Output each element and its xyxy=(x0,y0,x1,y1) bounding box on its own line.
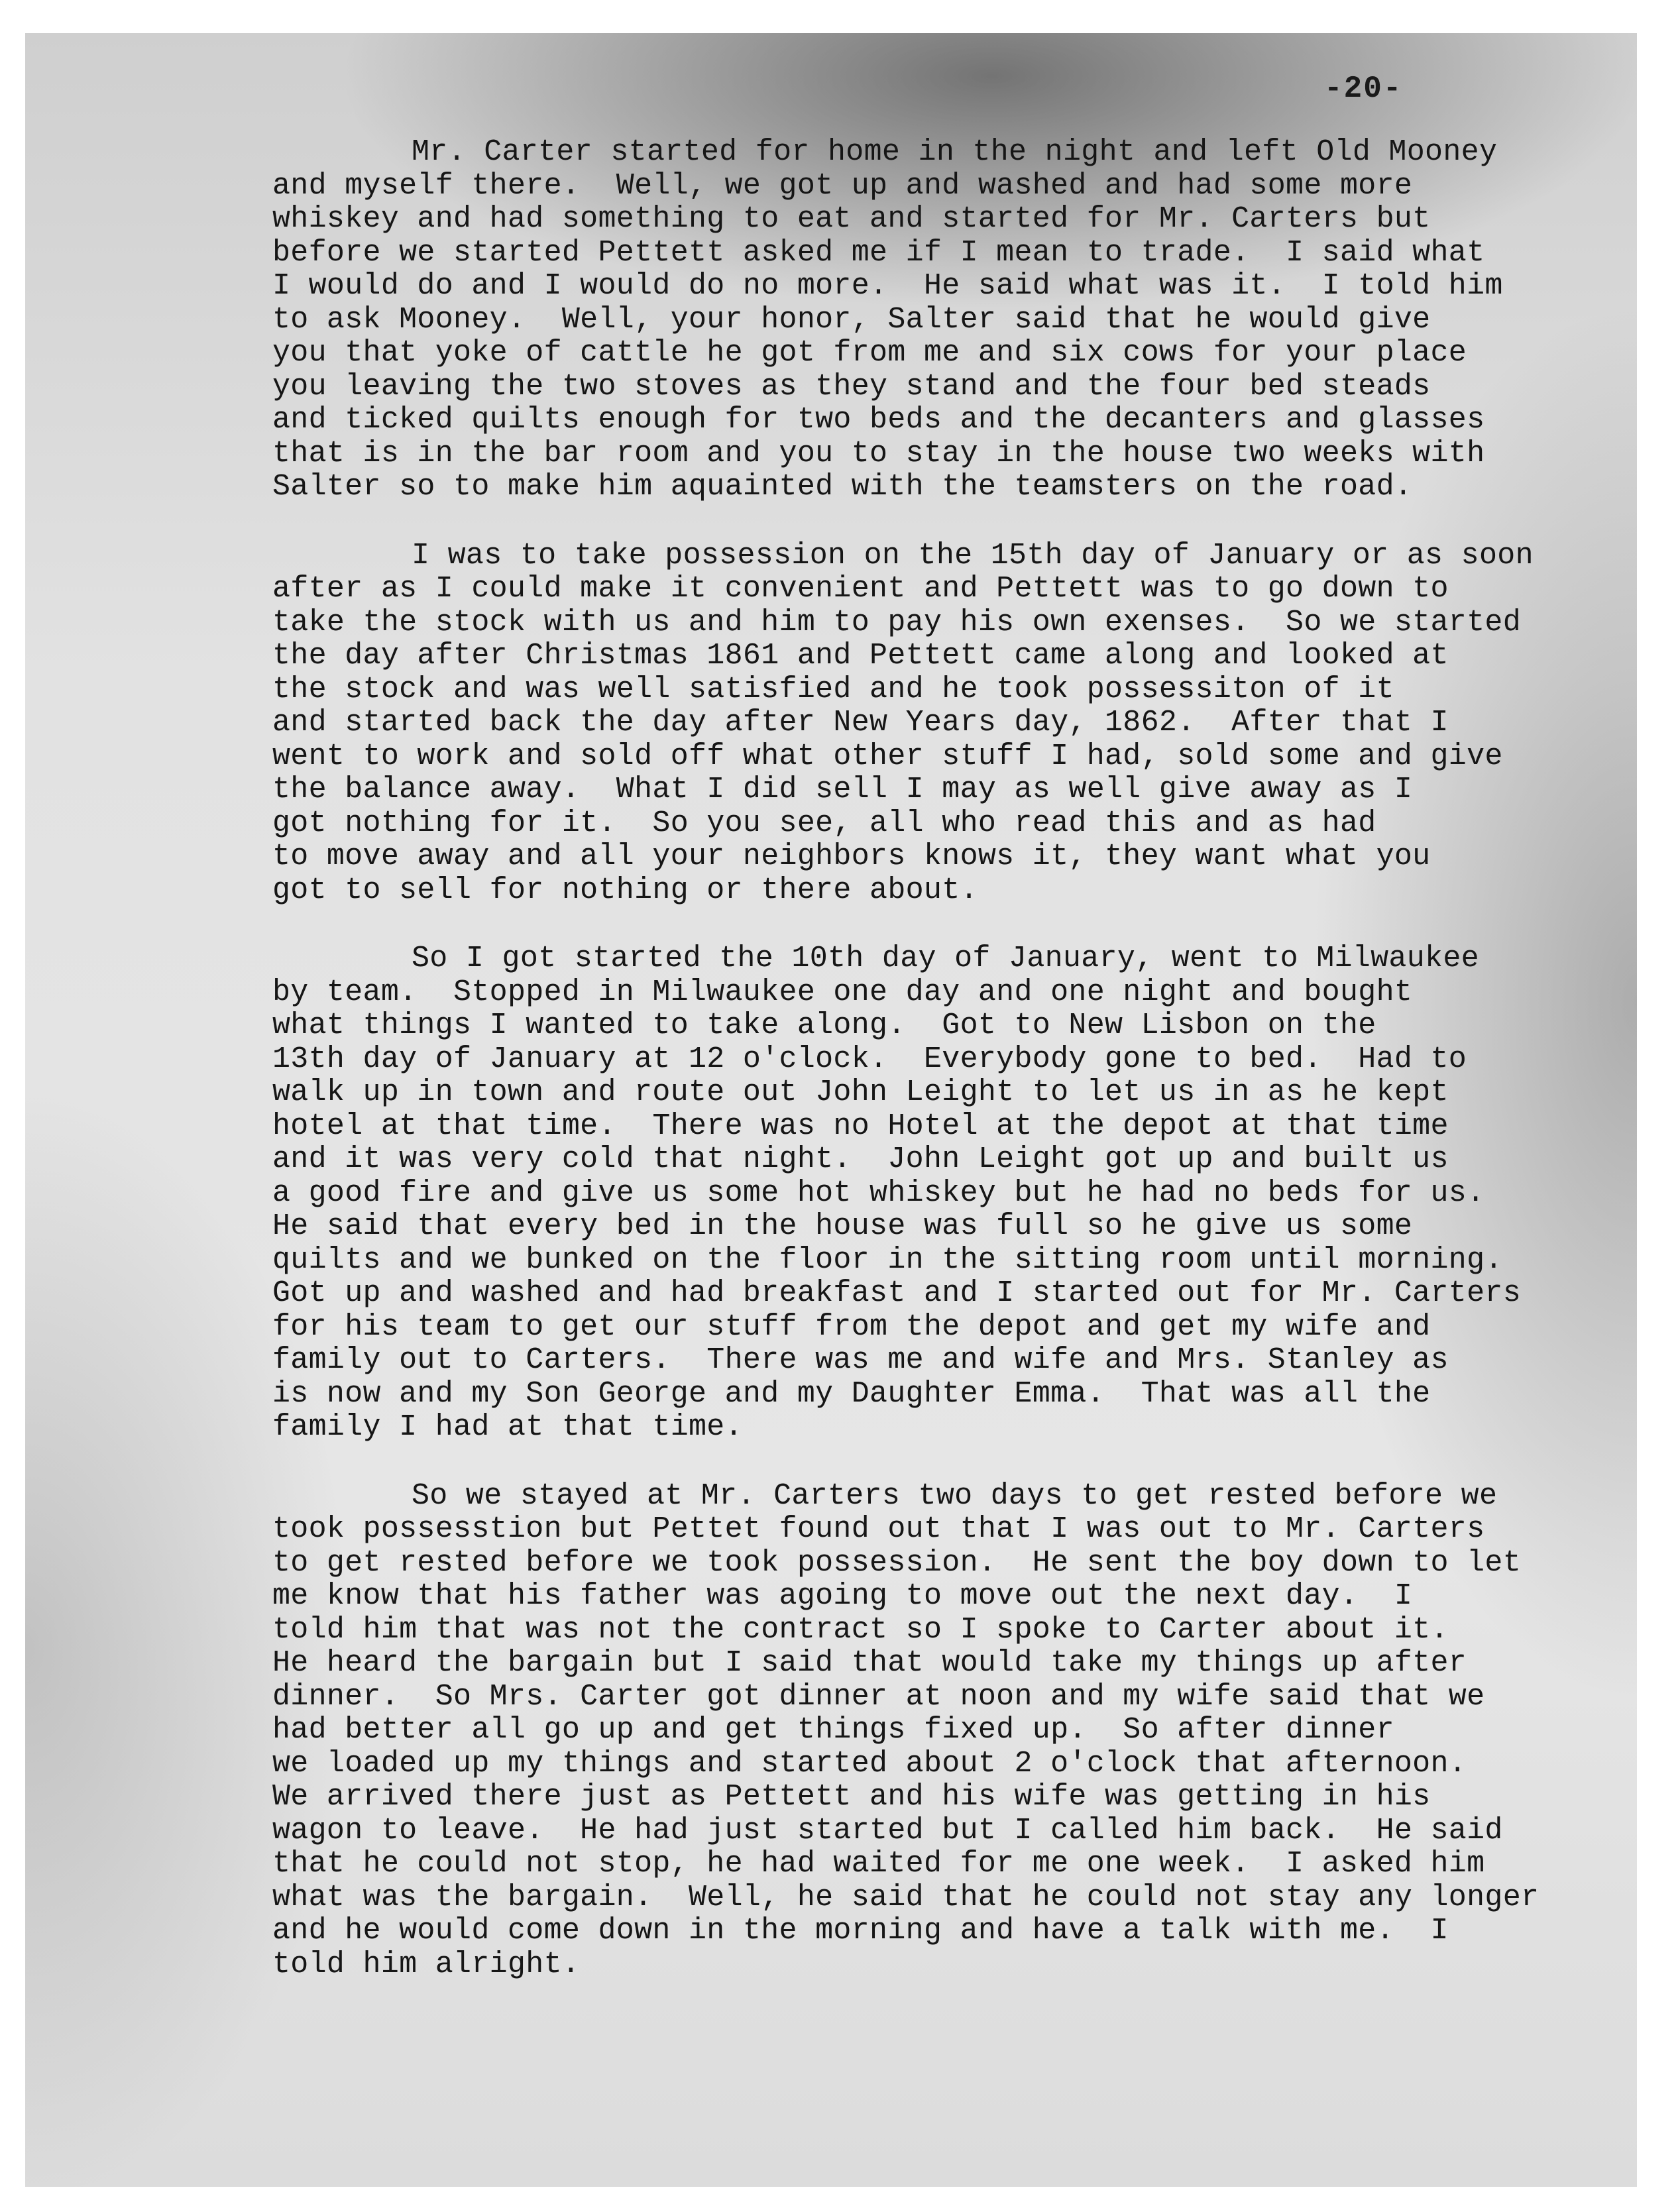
text-line: Mr. Carter started for home in the night and left Old Mooney xyxy=(412,135,1498,169)
typed-page xyxy=(25,33,1637,2187)
text-line: by team. Stopped in Milwaukee one day and one night and bought xyxy=(272,975,1413,1009)
text-line: and started back the day after New Years day, 1862. After that I xyxy=(272,706,1449,740)
paragraph-4 xyxy=(272,1480,1637,1982)
text-line: 13th day of January at 12 o'clock. Everybody gone to bed. Had to xyxy=(272,1042,1467,1076)
text-line: had better all go up and get things fixed up. So after dinner xyxy=(272,1713,1394,1747)
text-line: wagon to leave. He had just started but I called him back. He said xyxy=(272,1813,1503,1848)
text-line: hotel at that time. There was no Hotel at the depot at that time xyxy=(272,1109,1449,1143)
page-number: -20- xyxy=(1324,72,1403,106)
text-line: we loaded up my things and started about 2 o'clock that afternoon. xyxy=(272,1746,1467,1781)
text-line: He heard the bargain but I said that would take my things up after xyxy=(272,1646,1467,1680)
letter-body xyxy=(272,136,1637,2017)
text-line: and ticked quilts enough for two beds and the decanters and glasses xyxy=(272,403,1485,437)
text-line: got to sell for nothing or there about. xyxy=(272,873,978,907)
text-line: I was to take possession on the 15th day of January or as soon xyxy=(412,538,1534,573)
text-line: a good fire and give us some hot whiskey but he had no beds for us. xyxy=(272,1176,1485,1210)
text-line: you that yoke of cattle he got from me and six cows for your place xyxy=(272,336,1467,370)
text-line: I would do and I would do no more. He said what was it. I told him xyxy=(272,269,1503,303)
text-line: and it was very cold that night. John Leight got up and built us xyxy=(272,1142,1449,1176)
text-line: Salter so to make him aquainted with the teamsters on the road. xyxy=(272,470,1413,504)
text-line: dinner. So Mrs. Carter got dinner at noon and my wife said that we xyxy=(272,1679,1485,1714)
text-line: family I had at that time. xyxy=(272,1410,743,1444)
text-line: the stock and was well satisfied and he took possessiton of it xyxy=(272,672,1394,706)
text-line: me know that his father was agoing to move out the next day. I xyxy=(272,1579,1413,1613)
text-line: whiskey and had something to eat and started for Mr. Carters but xyxy=(272,202,1431,236)
text-line: So I got started the 10th day of January, went to Milwaukee xyxy=(412,942,1479,975)
text-line: family out to Carters. There was me and wife and Mrs. Stanley as xyxy=(272,1343,1449,1377)
text-line: that is in the bar room and you to stay in the house two weeks with xyxy=(272,436,1485,470)
text-line: got nothing for it. So you see, all who read this and as had xyxy=(272,806,1376,840)
text-line: after as I could make it convenient and Pettett was to go down to xyxy=(272,572,1449,606)
text-line: is now and my Son George and my Daughter Emma. That was all the xyxy=(272,1376,1431,1411)
text-line: the day after Christmas 1861 and Pettett came along and looked at xyxy=(272,639,1449,673)
text-line: Got up and washed and had breakfast and I started out for Mr. Carters xyxy=(272,1276,1522,1310)
text-line: that he could not stop, he had waited for me one week. I asked him xyxy=(272,1847,1485,1881)
text-line: what things I wanted to take along. Got to New Lisbon on the xyxy=(272,1009,1376,1042)
text-line: you leaving the two stoves as they stand and the four bed steads xyxy=(272,369,1431,404)
text-line: So we stayed at Mr. Carters two days to get rested before we xyxy=(412,1478,1498,1513)
text-line: what was the bargain. Well, he said that he could not stay any longer xyxy=(272,1880,1540,1914)
text-line: and he would come down in the morning and have a talk with me. I xyxy=(272,1914,1449,1948)
text-line: and myself there. Well, we got up and washed and had some more xyxy=(272,168,1413,203)
text-line: told him that was not the contract so I spoke to Carter about it. xyxy=(272,1612,1449,1647)
text-line: to get rested before we took possession. He sent the boy down to let xyxy=(272,1545,1522,1580)
text-line: to move away and all your neighbors knows it, they want what you xyxy=(272,840,1431,873)
text-line: for his team to get our stuff from the depot and get my wife and xyxy=(272,1309,1431,1344)
text-line: to ask Mooney. Well, your honor, Salter said that he would give xyxy=(272,302,1431,337)
paragraph-2 xyxy=(272,539,1637,908)
text-line: quilts and we bunked on the floor in the sitting room until morning. xyxy=(272,1243,1503,1277)
text-line: went to work and sold off what other stuff I had, sold some and give xyxy=(272,739,1503,773)
paragraph-1 xyxy=(272,136,1637,504)
text-line: take the stock with us and him to pay his own exenses. So we started xyxy=(272,605,1522,639)
paragraph-3 xyxy=(272,942,1637,1445)
text-line: He said that every bed in the house was full so he give us some xyxy=(272,1209,1413,1243)
text-line: the balance away. What I did sell I may as well give away as I xyxy=(272,773,1413,806)
text-line: took possesstion but Pettet found out that I was out to Mr. Carters xyxy=(272,1512,1485,1546)
text-line: told him alright. xyxy=(272,1947,581,1981)
text-line: before we started Pettett asked me if I mean to trade. I said what xyxy=(272,235,1485,270)
text-line: walk up in town and route out John Leight to let us in as he kept xyxy=(272,1076,1449,1109)
text-line: We arrived there just as Pettett and his wife was getting in his xyxy=(272,1780,1431,1814)
